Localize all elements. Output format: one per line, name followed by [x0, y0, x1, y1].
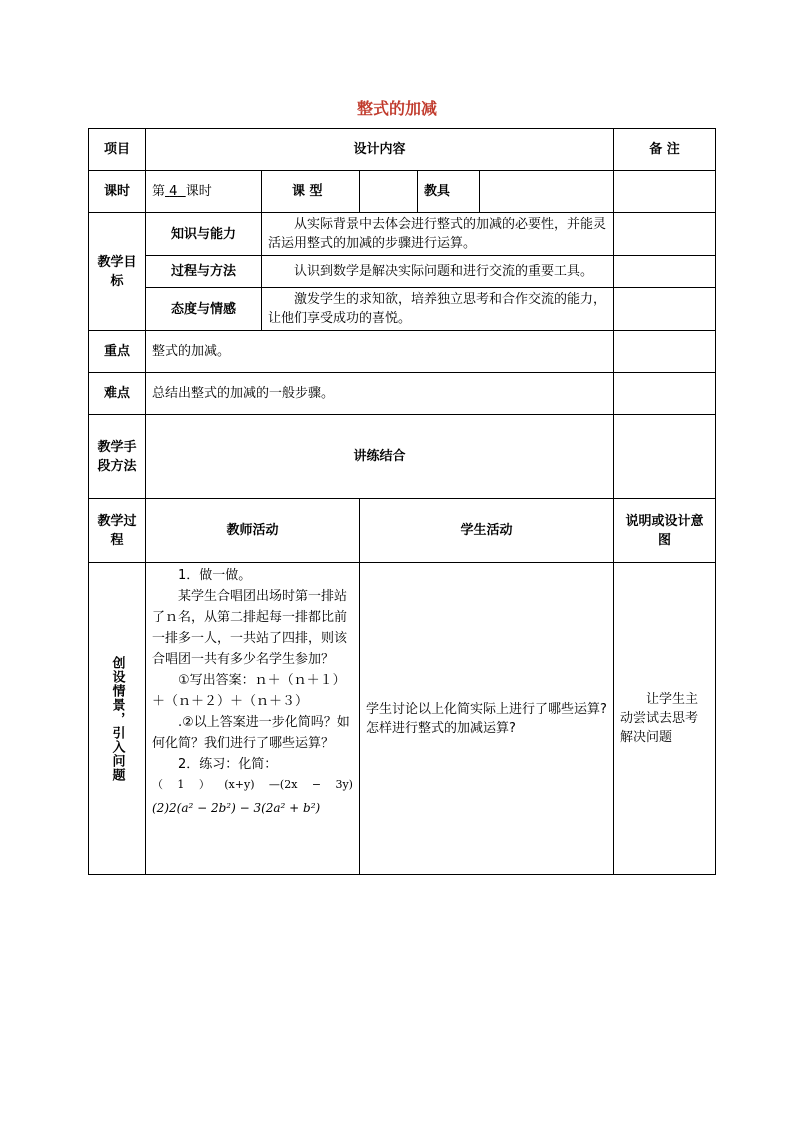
objective-name: 知识与能力 [146, 213, 262, 256]
key-point-row [89, 331, 716, 373]
objective-row-attitude [89, 288, 716, 331]
teacher-line: .②以上答案进一步化简吗？如何化简？我们进行了哪些运算？ [152, 715, 350, 751]
lesson-row [89, 171, 716, 213]
objective-name: 态度与情感 [146, 288, 262, 331]
teacher-line: ①写出答案：ｎ＋（ｎ＋１）＋（ｎ＋２）＋（ｎ＋３） [152, 673, 346, 709]
lesson-tools-value [480, 171, 614, 213]
lesson-type-value [360, 171, 418, 213]
lesson-suffix: 课时 [185, 184, 212, 199]
difficulty-text: 总结出整式的加减的一般步骤。 [146, 373, 614, 415]
objective-notes [614, 213, 716, 256]
stage-notes: 让学生主动尝试去思考解决问题 [614, 563, 716, 875]
difficulty-label: 难点 [89, 373, 146, 415]
student-activity-header: 学生活动 [360, 499, 614, 563]
lesson-type-label: 课 型 [262, 171, 360, 213]
difficulty-notes [614, 373, 716, 415]
key-point-text: 整式的加减。 [146, 331, 614, 373]
method-notes [614, 415, 716, 499]
objective-row-knowledge [89, 213, 716, 256]
teacher-line: 1．做一做。 [178, 568, 252, 583]
objective-row-process [89, 256, 716, 288]
lesson-number: 4 [169, 184, 178, 199]
exercise-1: （ 1 ） (x+y) —(2x − 3y) [152, 778, 353, 791]
difficulty-row [89, 373, 716, 415]
method-text: 讲练结合 [146, 415, 614, 499]
lesson-prefix: 第 [152, 184, 166, 199]
header-item: 项目 [89, 129, 146, 171]
method-label: 教学手段方法 [89, 415, 146, 499]
process-label: 教学过程 [89, 499, 146, 563]
process-header-row [89, 499, 716, 563]
objective-notes [614, 256, 716, 288]
lesson-tools-label: 教具 [418, 171, 480, 213]
teacher-activity [146, 563, 360, 875]
key-point-label: 重点 [89, 331, 146, 373]
stage-row [89, 563, 716, 875]
header-content: 设计内容 [146, 129, 614, 171]
objective-text: 激发学生的求知欲，培养独立思考和合作交流的能力，让他们享受成功的喜悦。 [262, 288, 614, 331]
objectives-label: 教学目标 [89, 213, 146, 331]
header-row [89, 129, 716, 171]
teacher-line: 某学生合唱团出场时第一排站了ｎ名，从第二排起每一排都比前一排多一人，一共站了四排，则该合唱团一共有多少名学生参加？ [152, 589, 348, 667]
method-row [89, 415, 716, 499]
lesson-plan-table [88, 128, 716, 875]
objective-text: 从实际背景中去体会进行整式的加减的必要性，并能灵活运用整式的加减的步骤进行运算。 [262, 213, 614, 256]
key-point-notes [614, 331, 716, 373]
stage-label-cell [89, 563, 146, 875]
notes-header: 说明或设计意图 [614, 499, 716, 563]
objective-notes [614, 288, 716, 331]
header-notes: 备 注 [614, 129, 716, 171]
student-activity: 学生讨论以上化简实际上进行了哪些运算?怎样进行整式的加减运算? [360, 563, 614, 875]
stage-label: 创设情景，引入问题 [109, 655, 125, 782]
document-title: 整式的加减 [356, 99, 437, 118]
teacher-line: 2．练习：化简： [178, 757, 278, 772]
lesson-notes [614, 171, 716, 213]
objective-text: 认识到数学是解决实际问题和进行交流的重要工具。 [262, 256, 614, 288]
lesson-number-cell [146, 171, 262, 213]
exercise-2: (2)2(a² − 2b²) − 3(2a² + b²) [152, 801, 321, 815]
teacher-activity-header: 教师活动 [146, 499, 360, 563]
objective-name: 过程与方法 [146, 256, 262, 288]
lesson-label: 课时 [89, 171, 146, 213]
